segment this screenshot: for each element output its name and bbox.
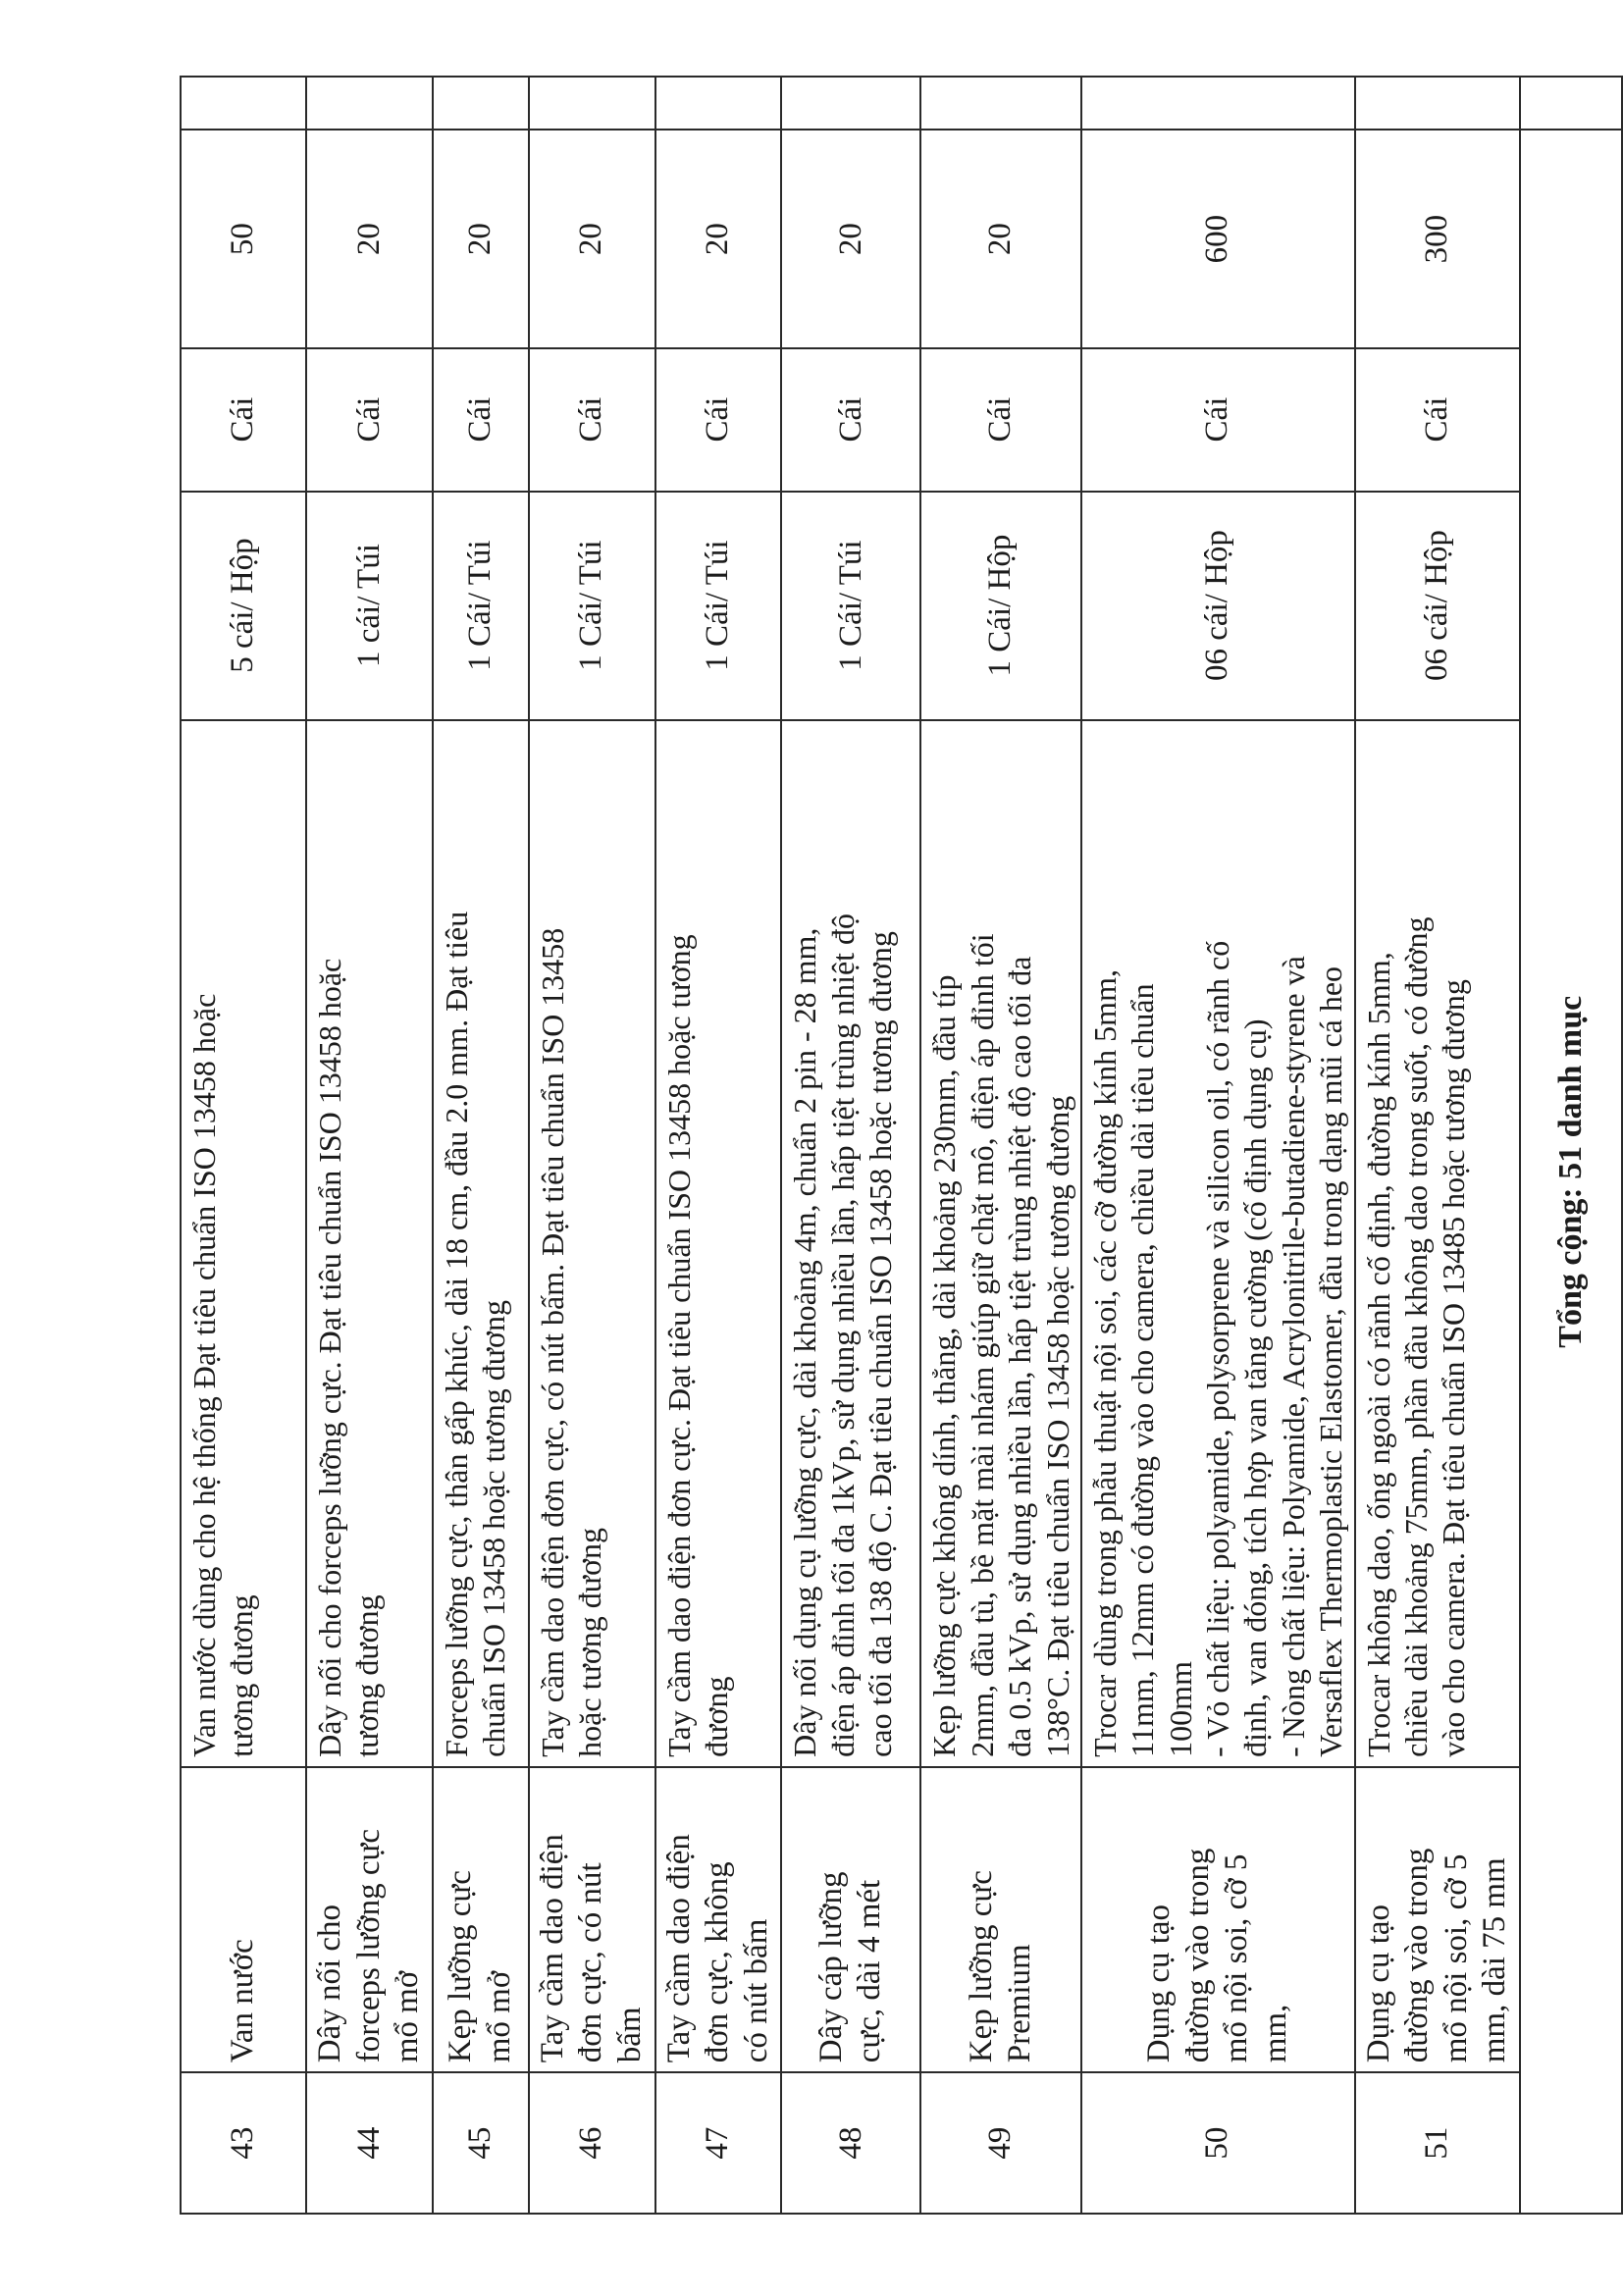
specification-line: tương đương [224, 1594, 260, 1757]
item-name-line: cực, dài 4 mét [852, 1879, 888, 2063]
quantity: 20 [433, 130, 529, 347]
row-number: 49 [920, 2072, 1081, 2214]
item-specification [920, 720, 1081, 1767]
item-specification [529, 720, 655, 1767]
specification-line: Van nước dùng cho hệ thống Đạt tiêu chuẩn ISO 13458 hoặc [186, 993, 222, 1757]
specification-line: vào cho camera. Đạt tiêu chuẩn ISO 13485 hoặc tương đương [1436, 979, 1472, 1757]
item-name-line: đơn cực, không [700, 1861, 736, 2063]
row-number: 48 [781, 2072, 920, 2214]
item-name [920, 1767, 1081, 2072]
item-name-line: mổ nội soi, cỡ 5 [1438, 1853, 1474, 2063]
specification-line: Kẹp lưỡng cực không dính, thẳng, dài khoảng 230mm, đầu típ [926, 974, 963, 1757]
specification-line: 100mm [1162, 1661, 1198, 1757]
item-name-line: đường vào trong [1179, 1848, 1216, 2063]
packaging: 1 Cái/ Hộp [920, 492, 1081, 720]
specification-line: tương đương [349, 1594, 386, 1757]
specification-line: - Vỏ chất liệu: polyamide, polysorprene và silicon oil, có rãnh cố [1200, 940, 1236, 1757]
unit: Cái [433, 348, 529, 492]
item-name-line: Dụng cụ tạo [1141, 1904, 1178, 2063]
specification-line: - Nòng chất liệu: Polyamide, Acrylonitrile-butadiene-styrene và [1275, 956, 1311, 1757]
specification-line: đa 0.5 kVp, sử dụng nhiều lần, hấp tiệt trùng nhiệt độ cao tối đa [1002, 956, 1038, 1757]
item-specification [781, 720, 920, 1767]
row-number: 47 [655, 2072, 782, 2214]
specification-line: hoặc tương đương [572, 1527, 608, 1757]
unit: Cái [1081, 348, 1355, 492]
item-name-line: mổ mở [390, 1970, 426, 2063]
item-name-line: đơn cực, có nút [573, 1862, 609, 2063]
unit: Cái [181, 348, 306, 492]
empty-cell [920, 77, 1081, 130]
item-specification [1081, 720, 1355, 1767]
specification-line: Tay cầm dao điện đơn cực. Đạt tiêu chuẩn ISO 13458 hoặc tương [660, 934, 697, 1757]
item-name-line: Dây cáp lưỡng [812, 1871, 849, 2063]
item-specification [655, 720, 782, 1767]
item-name-line: Tay cầm dao điện [660, 1834, 697, 2063]
specification-line: 11mm, 12mm có đường vào cho camera, chiều dài tiêu chuẩn [1125, 983, 1161, 1757]
empty-cell [529, 77, 655, 130]
item-specification [306, 720, 433, 1767]
item-specification [181, 720, 306, 1767]
quantity: 20 [920, 130, 1081, 347]
item-name [1355, 1767, 1520, 2072]
item-name-line: Tay cầm dao điện [534, 1834, 570, 2063]
quantity: 600 [1081, 130, 1355, 347]
specification-line: Versaflex Thermoplastic Elastomer, đầu trong dạng mũi cá heo [1313, 965, 1349, 1757]
specification-line: định, van đóng, tích hợp van tăng cường (cố định dụng cụ) [1237, 1018, 1274, 1757]
packaging: 06 cái/ Hộp [1081, 492, 1355, 720]
quantity: 20 [306, 130, 433, 347]
specification-line: Tay cầm dao điện đơn cực, có nút bấm. Đạt tiêu chuẩn ISO 13458 [534, 927, 570, 1757]
empty-cell [781, 77, 920, 130]
item-name-line: đường vào trong [1399, 1848, 1436, 2063]
row-number: 50 [1081, 2072, 1355, 2214]
quantity: 20 [529, 130, 655, 347]
item-name [433, 1767, 529, 2072]
table-row [920, 77, 1081, 2214]
specification-line: Forceps lưỡng cực, thân gấp khúc, dài 18 cm, đầu 2.0 mm. Đạt tiêu [438, 911, 474, 1757]
empty-cell [181, 77, 306, 130]
specification-line: 138°C. Đạt tiêu chuẩn ISO 13458 hoặc tương đương [1039, 1095, 1075, 1757]
item-name [529, 1767, 655, 2072]
specification-line: cao tối đa 138 độ C. Đạt tiêu chuẩn ISO 13458 hoặc tương đương [863, 931, 899, 1757]
empty-cell [433, 77, 529, 130]
row-number: 45 [433, 2072, 529, 2214]
empty-cell [1355, 77, 1520, 130]
item-name-line: Van nước [225, 1939, 261, 2063]
empty-cell [655, 77, 782, 130]
specification-line: 2mm, đầu tù, bề mặt mài nhám giúp giữ chặt mô, điện áp đỉnh tối [964, 933, 1000, 1757]
row-number: 44 [306, 2072, 433, 2214]
item-name-line: Kẹp lưỡng cực [963, 1870, 999, 2063]
table-row [529, 77, 655, 2214]
table-row [781, 77, 920, 2214]
equipment-table [180, 76, 1623, 2215]
specification-line: chuẩn ISO 13458 hoặc tương đương [476, 1300, 512, 1757]
table-row [1355, 77, 1520, 2214]
table-body [181, 77, 1622, 2214]
empty-cell [306, 77, 433, 130]
packaging: 1 Cái/ Túi [781, 492, 920, 720]
table-row [655, 77, 782, 2214]
item-name-line: Kẹp lưỡng cực [443, 1870, 479, 2063]
item-name [781, 1767, 920, 2072]
specification-line: đương [698, 1676, 734, 1757]
item-specification [433, 720, 529, 1767]
quantity: 20 [781, 130, 920, 347]
specification-line: điện áp đỉnh tối đa 1kVp, sử dụng nhiều lần, hấp tiệt trùng nhiệt độ [824, 913, 861, 1757]
row-number: 43 [181, 2072, 306, 2214]
item-name [1081, 1767, 1355, 2072]
item-name-line: có nút bấm [738, 1918, 774, 2063]
item-name-line: mm, [1257, 2004, 1293, 2063]
item-name-line: bấm [611, 2007, 648, 2063]
specification-line: Dây nối cho forceps lưỡng cực. Đạt tiêu chuẩn ISO 13458 hoặc [312, 958, 347, 1757]
table-row [1081, 77, 1355, 2214]
unit: Cái [306, 348, 433, 492]
specification-line: Dây nối dụng cụ lưỡng cực, dài khoảng 4m, chuẩn 2 pin - 28 mm, [787, 927, 823, 1757]
item-name [655, 1767, 782, 2072]
packaging: 1 Cái/ Túi [433, 492, 529, 720]
item-name-line: forceps lưỡng cực [350, 1828, 387, 2063]
packaging: 1 Cái/ Túi [529, 492, 655, 720]
table-row [433, 77, 529, 2214]
item-name-line: Dây nối cho [312, 1904, 347, 2063]
specification-line: chiều dài khoảng 75mm, phần đầu không dao trong suốt, có đường [1398, 916, 1435, 1757]
item-name-line: mổ nội soi, cỡ 5 [1219, 1853, 1255, 2063]
specification-line: Trocar dùng trong phẫu thuật nội soi, các cỡ đường kính 5mm, [1086, 969, 1123, 1757]
rotated-table-wrapper [180, 76, 1589, 2215]
unit: Cái [1355, 348, 1520, 492]
packaging: 06 cái/ Hộp [1355, 492, 1520, 720]
item-name [181, 1767, 306, 2072]
row-number: 46 [529, 2072, 655, 2214]
unit: Cái [920, 348, 1081, 492]
packaging: 5 cái/ Hộp [181, 492, 306, 720]
quantity: 20 [655, 130, 782, 347]
item-name-line: Premium [1002, 1944, 1038, 2063]
packaging: 1 cái/ Túi [306, 492, 433, 720]
item-name-line: mổ mở [481, 1970, 517, 2063]
quantity: 300 [1355, 130, 1520, 347]
row-number: 51 [1355, 2072, 1520, 2214]
unit: Cái [655, 348, 782, 492]
empty-cell [1081, 77, 1355, 130]
packaging: 1 Cái/ Túi [655, 492, 782, 720]
quantity: 50 [181, 130, 306, 347]
item-specification [1355, 720, 1520, 1767]
table-row [306, 77, 433, 2214]
item-name-line: Dụng cụ tạo [1360, 1904, 1396, 2063]
item-name-line: mm, dài 75 mm [1477, 1857, 1513, 2063]
empty-cell [1520, 77, 1622, 130]
table-row [181, 77, 306, 2214]
unit: Cái [781, 348, 920, 492]
item-name [306, 1767, 433, 2072]
specification-line: Trocar không dao, ống ngoài có rãnh cố định, đường kính 5mm, [1360, 952, 1396, 1757]
total-row [1520, 77, 1622, 2214]
unit: Cái [529, 348, 655, 492]
total-label: Tổng cộng: 51 danh mục [1520, 130, 1622, 2214]
